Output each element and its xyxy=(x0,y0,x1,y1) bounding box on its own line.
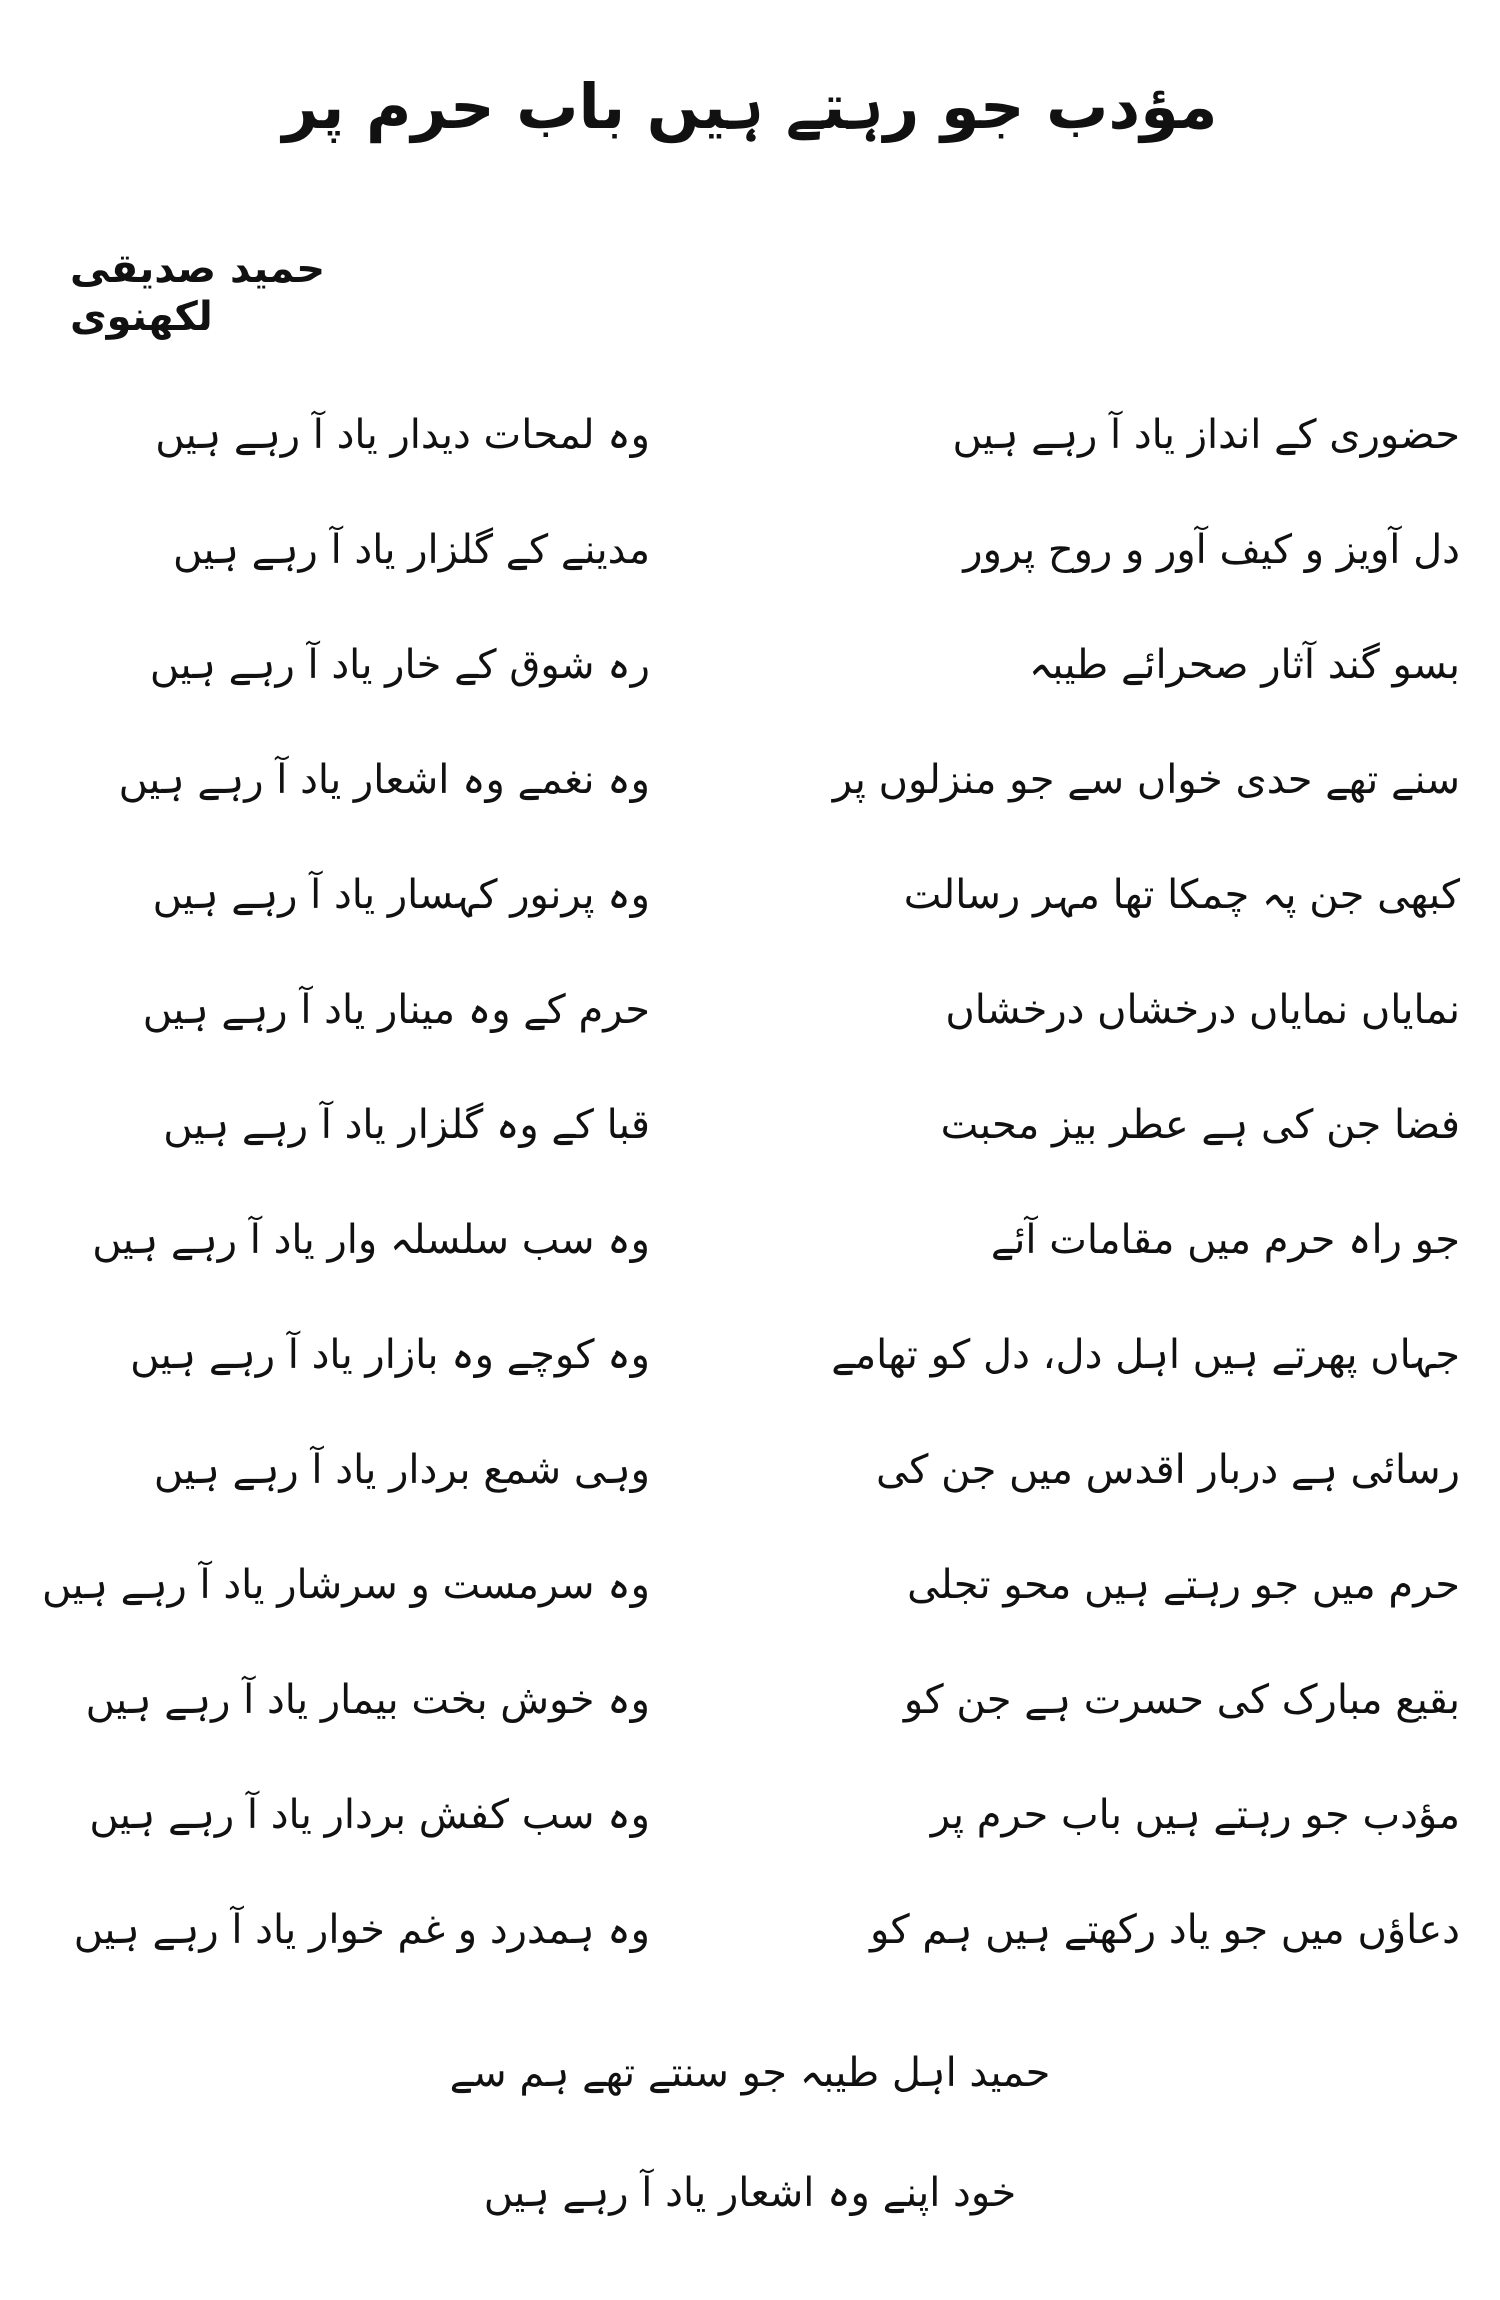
couplet-first-line: دعاؤں میں جو یاد رکھتے ہیں ہم کو xyxy=(869,1907,1460,1953)
couplet-second-line: وہ سب کفش بردار یاد آ رہے ہیں xyxy=(89,1792,650,1838)
couplet-second-line: وہ سب سلسلہ وار یاد آ رہے ہیں xyxy=(92,1217,650,1263)
couplet xyxy=(40,395,1460,510)
couplet xyxy=(40,1430,1460,1545)
couplet-second-line: قبا کے وہ گلزار یاد آ رہے ہیں xyxy=(163,1102,650,1148)
couplet-first-line: کبھی جن پہ چمکا تھا مہر رسالت xyxy=(903,872,1460,918)
couplet-second-line: وہ لمحات دیدار یاد آ رہے ہیں xyxy=(155,412,650,458)
couplet-first-line: حضوری کے انداز یاد آ رہے ہیں xyxy=(952,412,1460,458)
couplet-second-line: حرم کے وہ مینار یاد آ رہے ہیں xyxy=(142,987,650,1033)
couplet-first-line: فضا جن کی ہے عطر بیز محبت xyxy=(940,1102,1460,1148)
couplet xyxy=(40,1085,1460,1200)
closing-verse-first-line: حمید اہل طیبہ جو سنتے تھے ہم سے xyxy=(449,2050,1051,2096)
couplet-second-line: وہ کوچے وہ بازار یاد آ رہے ہیں xyxy=(130,1332,650,1378)
couplet xyxy=(40,740,1460,855)
couplet xyxy=(40,510,1460,625)
couplet-first-line: جو راہ حرم میں مقامات آئے xyxy=(990,1217,1460,1263)
couplet-second-line: وہی شمع بردار یاد آ رہے ہیں xyxy=(153,1447,650,1493)
couplet xyxy=(40,1660,1460,1775)
couplet xyxy=(40,855,1460,970)
couplet-first-line: سنے تھے حدی خواں سے جو منزلوں پر xyxy=(832,757,1460,803)
couplet-second-line: رہ شوق کے خار یاد آ رہے ہیں xyxy=(149,642,650,688)
couplet-first-line: بقیع مبارک کی حسرت ہے جن کو xyxy=(903,1677,1460,1723)
couplet-second-line: وہ نغمے وہ اشعار یاد آ رہے ہیں xyxy=(118,757,650,803)
poem-title: مؤدب جو رہتے ہیں باب حرم پر xyxy=(282,70,1218,143)
couplet-second-line: وہ خوش بخت بیمار یاد آ رہے ہیں xyxy=(85,1677,650,1723)
couplet xyxy=(40,1545,1460,1660)
couplet-first-line: بسو گند آثار صحرائے طیبہ xyxy=(1028,642,1460,688)
poet-name: حمید صدیقی لکھنوی xyxy=(70,246,326,340)
couplet xyxy=(40,1200,1460,1315)
couplet xyxy=(40,1315,1460,1430)
couplet-second-line: وہ ہمدرد و غم خوار یاد آ رہے ہیں xyxy=(73,1907,650,1953)
couplet-first-line: حرم میں جو رہتے ہیں محو تجلی xyxy=(907,1562,1460,1608)
couplet xyxy=(40,625,1460,740)
couplet-first-line: دل آویز و کیف آور و روح پرور xyxy=(963,527,1460,573)
couplet-first-line: رسائی ہے دربار اقدس میں جن کی xyxy=(876,1447,1460,1493)
couplet xyxy=(40,970,1460,1085)
couplet-list xyxy=(40,395,1460,2005)
couplet-second-line: مدینے کے گلزار یاد آ رہے ہیں xyxy=(172,527,650,573)
couplet-second-line: وہ سرمست و سرشار یاد آ رہے ہیں xyxy=(41,1562,650,1608)
couplet-second-line: وہ پرنور کہسار یاد آ رہے ہیں xyxy=(152,872,650,918)
couplet-first-line: نمایاں نمایاں درخشاں درخشاں xyxy=(945,987,1460,1033)
couplet-first-line: جہاں پھرتے ہیں اہل دل، دل کو تھامے xyxy=(831,1332,1460,1378)
couplet xyxy=(40,1890,1460,2005)
closing-verse-second-line: خود اپنے وہ اشعار یاد آ رہے ہیں xyxy=(483,2170,1017,2216)
couplet xyxy=(40,1775,1460,1890)
couplet-first-line: مؤدب جو رہتے ہیں باب حرم پر xyxy=(930,1792,1460,1838)
